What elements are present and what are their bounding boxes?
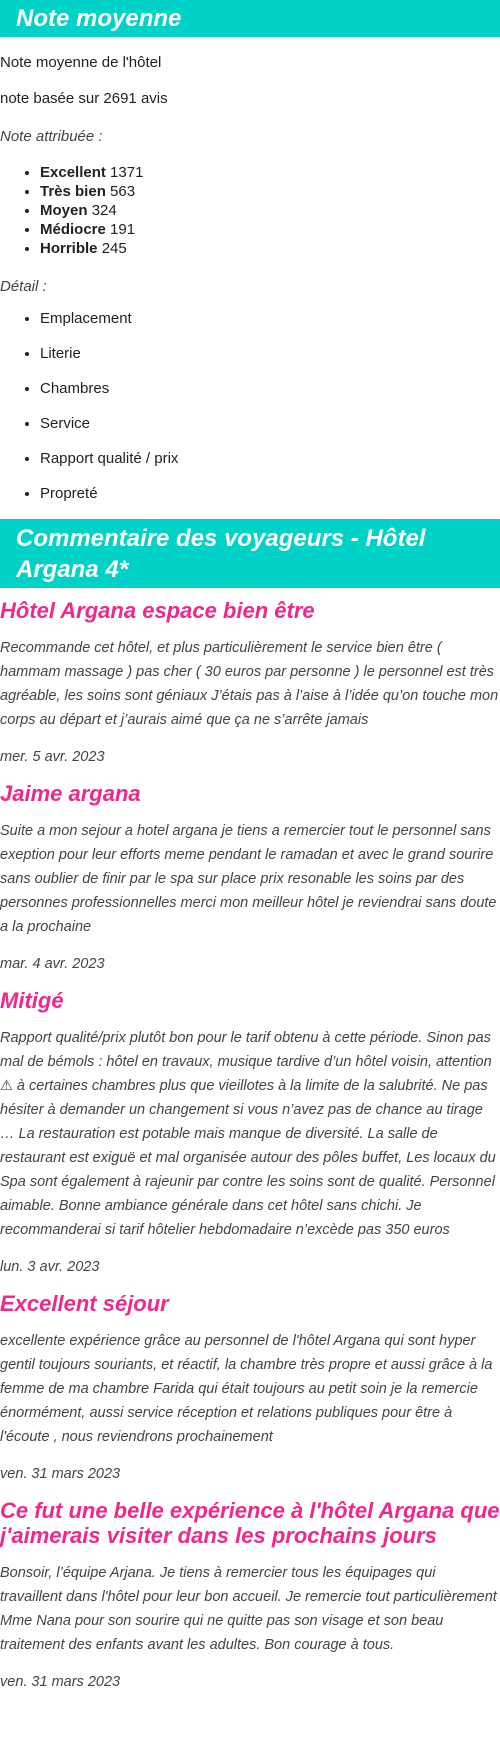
review-title: Jaime argana bbox=[0, 781, 141, 806]
vote-label: Médiocre bbox=[40, 221, 106, 238]
review-item bbox=[0, 598, 500, 767]
review-body: Recommande cet hôtel, et plus particulièrement le service bien être ( hammam massage ) pas cher ( 30 euros par personne ) le personnel est très agréable, les soins sont géniaux J’étais pas à l’aise à l’idée qu’on touche mon corps au départ et j’aurais aimé que ça ne s’arrête jamais bbox=[0, 640, 499, 728]
vote-label: Moyen bbox=[40, 202, 88, 219]
review-title: Ce fut une belle expérience à l'hôtel Argana que j'aimerais visiter dans les prochains jours bbox=[0, 1498, 500, 1548]
vote-label: Très bien bbox=[40, 183, 106, 200]
review-title: Excellent séjour bbox=[0, 1291, 169, 1316]
vote-item-horrible bbox=[40, 239, 500, 258]
detail-item-proprete: • Propreté bbox=[40, 484, 500, 503]
review-date: mar. 4 avr. 2023 bbox=[0, 956, 105, 972]
vote-list bbox=[0, 163, 500, 258]
detail-list bbox=[0, 309, 500, 503]
vote-label: Excellent bbox=[40, 164, 106, 181]
detail-item-emplacement: • Emplacement bbox=[40, 309, 500, 328]
review-body: Bonsoir, l’équipe Arjana. Je tiens à remercier tous les équipages qui travaillent dans l'hôtel pour leur bon accueil. Je remercie tout particulièrement Mme Nana pour son sourire qui ne quitte pas son visage et son beau traitement des enfants avant les adultes. Bon courage à tous. bbox=[0, 1565, 497, 1653]
vote-label: Horrible bbox=[40, 240, 98, 257]
detail-item-chambres: • Chambres bbox=[40, 379, 500, 398]
review-item bbox=[0, 1498, 500, 1692]
detail-label: Détail : bbox=[0, 278, 47, 295]
vote-item-mediocre bbox=[40, 220, 500, 239]
review-item bbox=[0, 781, 500, 974]
vote-count: 245 bbox=[101, 240, 127, 257]
review-date: ven. 31 mars 2023 bbox=[0, 1674, 121, 1690]
votes-label: Note attribuée : bbox=[0, 128, 103, 145]
review-item bbox=[0, 988, 500, 1277]
review-item bbox=[0, 1291, 500, 1484]
rating-heading: Note moyenne bbox=[0, 0, 500, 37]
review-body: Suite a mon sejour a hotel argana je tiens a remercier tout le personnel sans exeption pour leur efforts meme pendant le ramadan et avec le grand sourire sans oublier de finir par le spa sur place prix resonable les soins par des personnes professionnelles merci mon meilleur hôtel je reviendrai sans doute a la prochaine bbox=[0, 823, 497, 935]
vote-item-tres-bien bbox=[40, 182, 500, 201]
reviews-heading: Commentaire des voyageurs - Hôtel Argana 4* bbox=[0, 519, 500, 588]
vote-count: 1371 bbox=[110, 164, 144, 181]
review-title: Hôtel Argana espace bien être bbox=[0, 598, 315, 623]
review-title: Mitigé bbox=[0, 988, 64, 1013]
detail-item-literie: • Literie bbox=[40, 344, 500, 363]
vote-count: 563 bbox=[110, 183, 136, 200]
vote-count: 324 bbox=[91, 202, 117, 219]
vote-count: 191 bbox=[110, 221, 136, 238]
review-date: lun. 3 avr. 2023 bbox=[0, 1259, 100, 1275]
review-date: mer. 5 avr. 2023 bbox=[0, 749, 105, 765]
detail-item-rapport-qualite-prix: • Rapport qualité / prix bbox=[40, 449, 500, 468]
vote-item-moyen bbox=[40, 201, 500, 220]
review-body: Rapport qualité/prix plutôt bon pour le tarif obtenu à cette période. Sinon pas mal de bémols : hôtel en travaux, musique tardive d’un hôtel voisin, attention ⚠ à certaines chambres plus que vieillotes à la limite de la salubrité. Ne pas hésiter à demander un changement si vous n’avez pas de chance au tirage … La restauration est potable mais manque de diversité. La salle de restaurant est exiguë et mal organisée autour des pôles buffet, Les locaux du Spa sont également à rajeunir par contre les soins sont de qualité. Personnel aimable. Bonne ambiance générale dans cet hôtel sans chichi. Je recommanderai si tarif hôtelier hebdomadaire n’excède pas 350 euros bbox=[0, 1030, 496, 1238]
vote-item-excellent bbox=[40, 163, 500, 182]
review-count: note basée sur 2691 avis bbox=[0, 90, 168, 107]
rating-title: Note moyenne de l'hôtel bbox=[0, 54, 162, 71]
detail-item-service: • Service bbox=[40, 414, 500, 433]
review-body: excellente expérience grâce au personnel de l'hôtel Argana qui sont hyper gentil toujours souriants, et réactif, la chambre très propre et aussi grâce à la femme de ma chambre Farida qui était toujours au petit soin je la remercie énormément, aussi service réception et relations publiques pour être à l'écoute , nous reviendrons prochainement bbox=[0, 1333, 493, 1445]
review-date: ven. 31 mars 2023 bbox=[0, 1466, 121, 1482]
